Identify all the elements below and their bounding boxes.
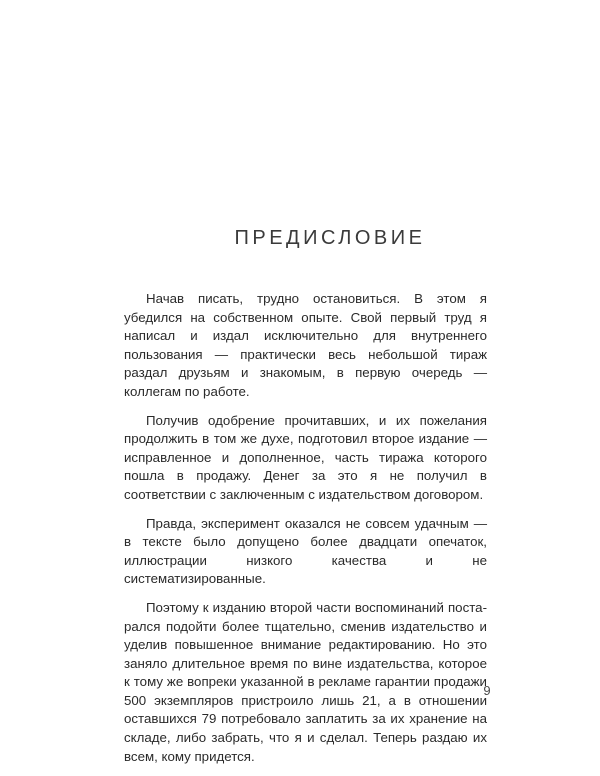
paragraph: Начав писать, трудно остановиться. В этом я убедился на собственном опыте. Свой первый труд я написал и издал исключительно для внутреннего пользования — практически весь небольшой тираж раздал друзьям и знакомым, в первую очередь — коллегам по работе. xyxy=(124,291,487,399)
chapter-title: ПРЕДИСЛОВИЕ xyxy=(234,227,426,249)
paragraph: Поэтому к изданию второй части воспоминаний постарался подойти более тщательно, сменив издательство и уделив повышенное внимание редактированию. Но это заняло длительное время по вине издательства, которое к тому же вопреки указанной в рекламе гарантии продажи 500 экземпляров пристроило лишь 21, а в отношении оставшихся 79 потребовало заплатить за их хранение на складе, либо забрать, что я и сделал. Теперь раздаю их всем, кому придется. xyxy=(124,599,487,764)
paragraph: Получив одобрение прочитавших, и их пожелания продолжить в том же духе, подготовил второе издание — исправленное и дополненное, часть тиража которого пошла в продажу. Денег за это я не получил в соответствии с заключенным с издательством договором. xyxy=(124,412,487,502)
paragraph: Правда, эксперимент оказался не совсем удачным — в тексте было допущено более двадцати опечаток, иллюстрации низкого качества и не систематизированные. xyxy=(124,515,487,587)
body-text xyxy=(124,290,487,776)
page-number: 9 xyxy=(483,683,491,698)
